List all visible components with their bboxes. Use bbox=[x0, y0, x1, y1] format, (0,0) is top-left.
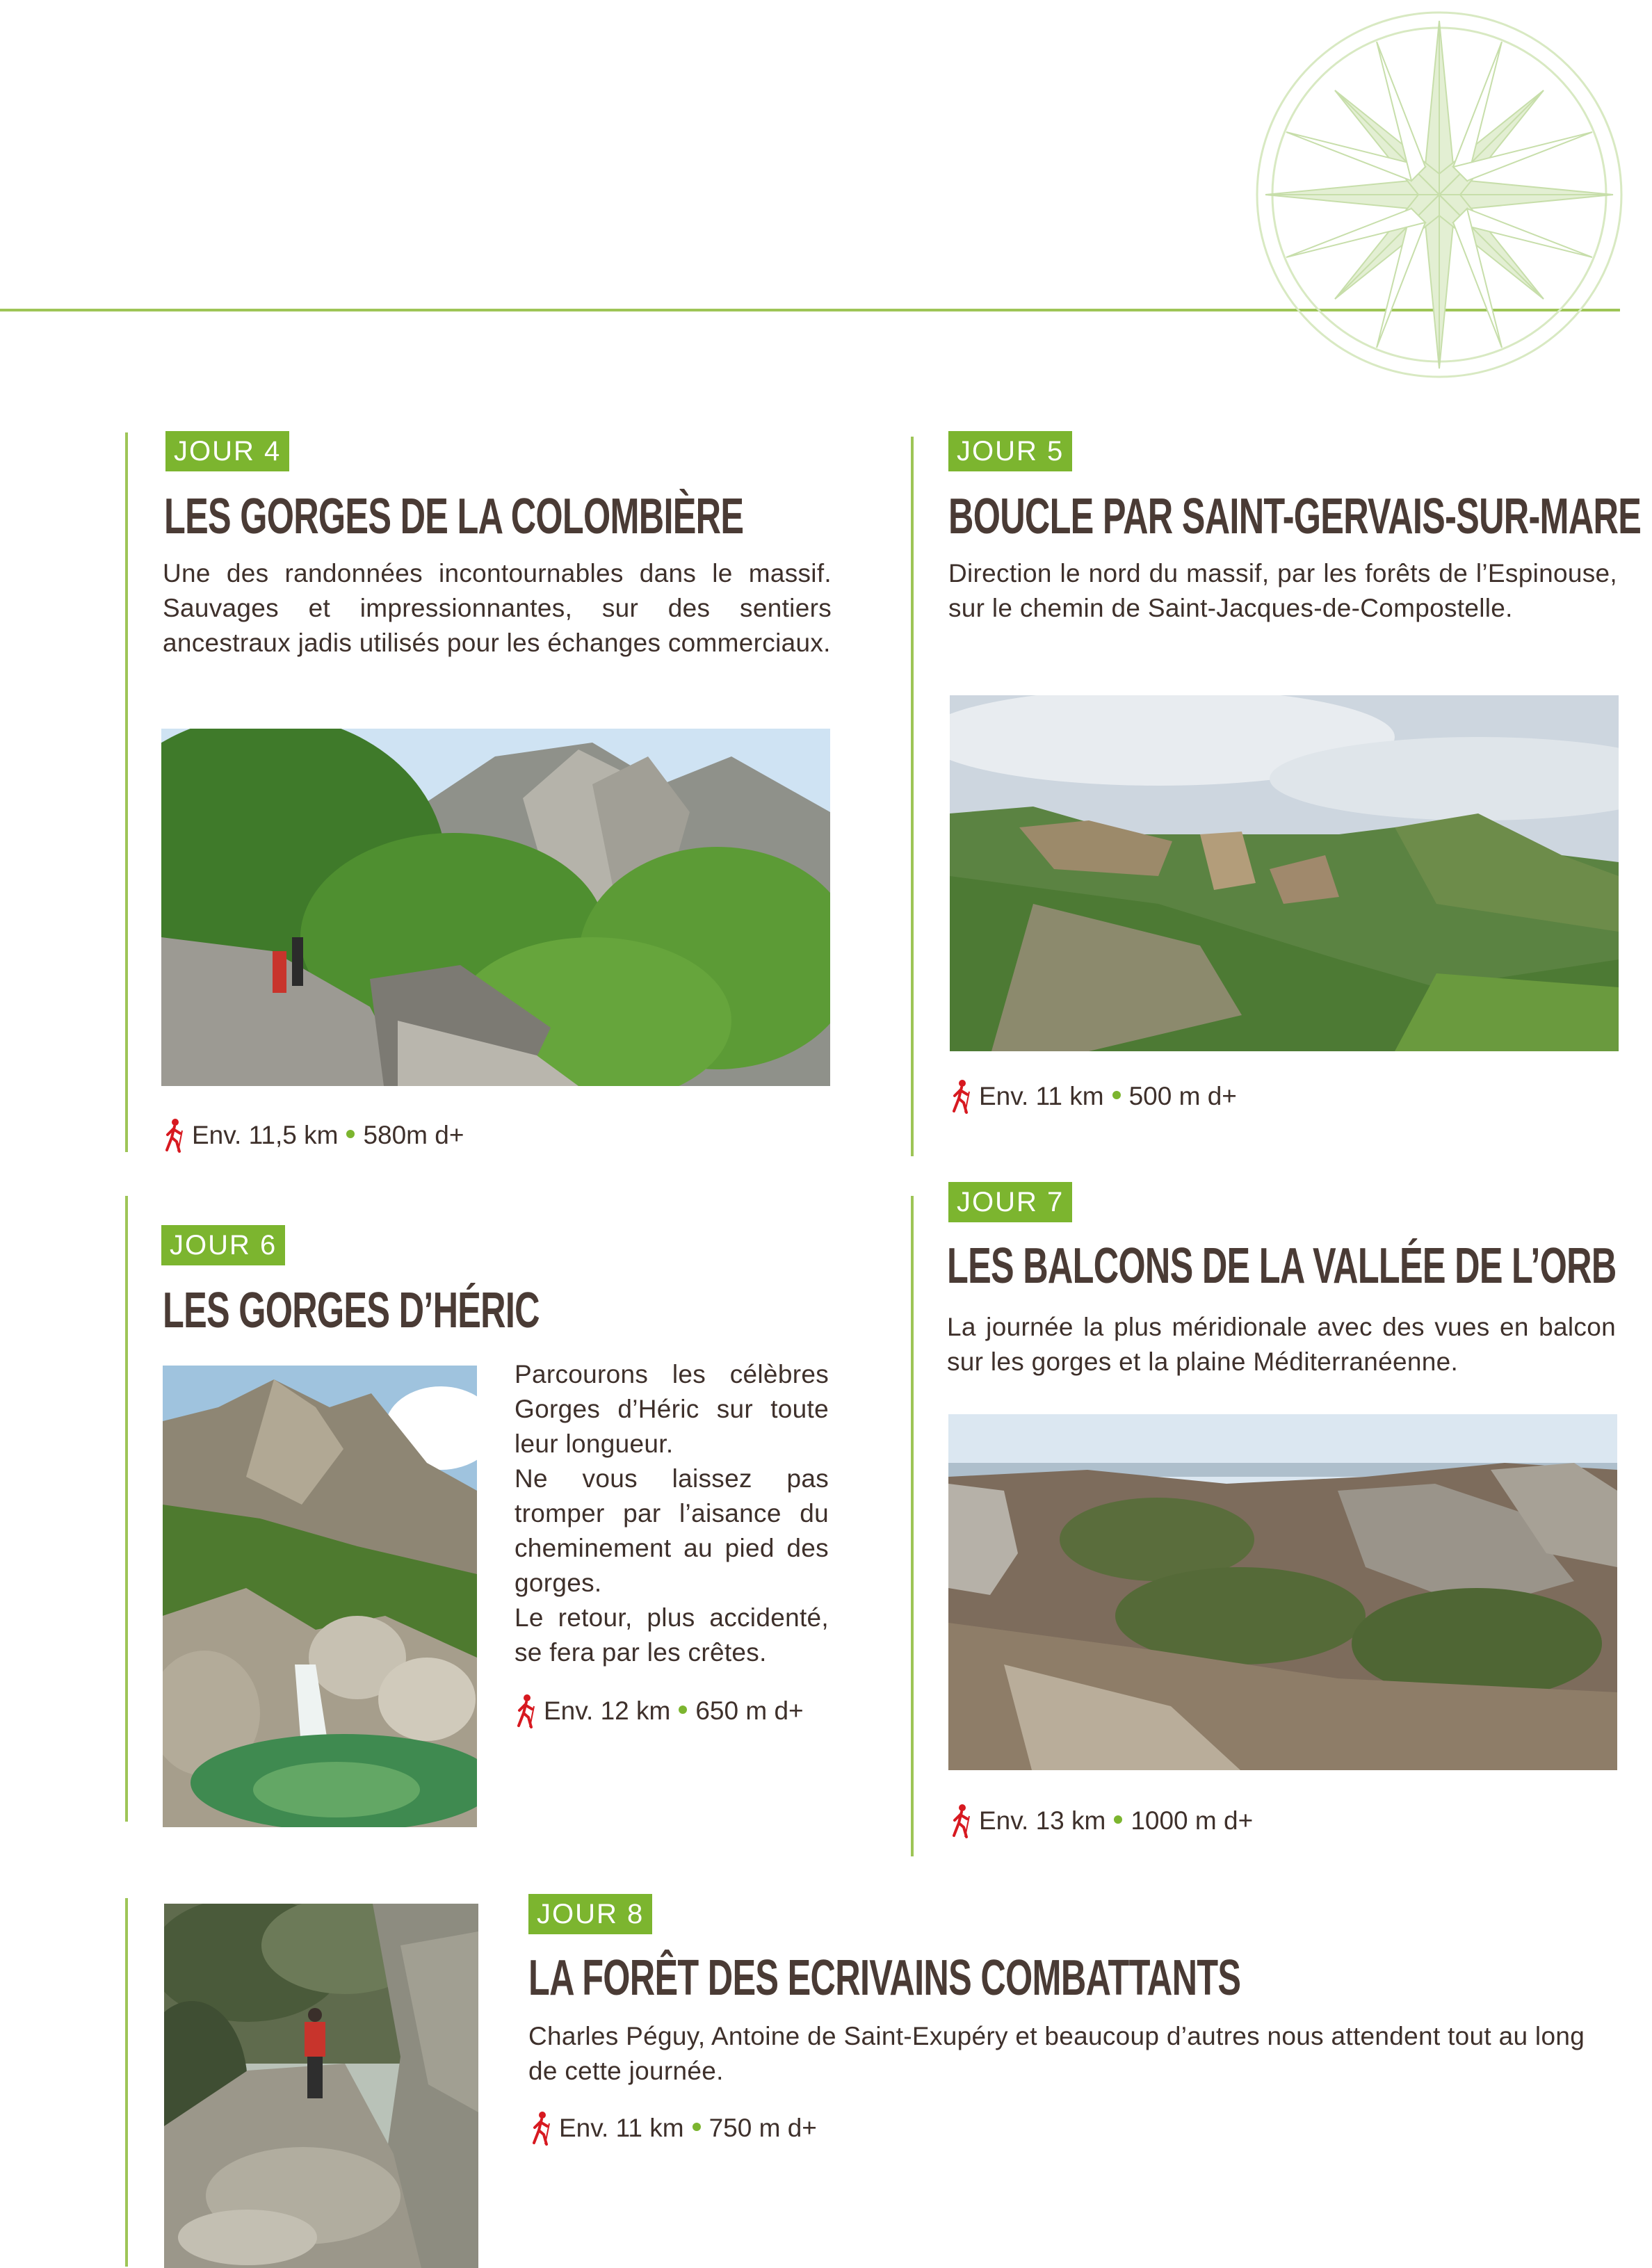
day-distance: Env. 13 km bbox=[979, 1806, 1106, 1835]
hiker-icon bbox=[513, 1694, 538, 1728]
day-description bbox=[515, 1357, 829, 1670]
day-stats bbox=[528, 2111, 817, 2146]
day-description: La journée la plus méridionale avec des vues en balcon sur les gorges et la plaine Méditerranéenne. bbox=[947, 1313, 1616, 1376]
day-photo bbox=[948, 1414, 1617, 1770]
day-elevation: 500 m d+ bbox=[1128, 1082, 1237, 1110]
hiker-icon bbox=[161, 1118, 186, 1153]
day-photo bbox=[161, 729, 830, 1086]
hiker-icon bbox=[528, 2111, 553, 2146]
day-badge: JOUR 7 bbox=[948, 1182, 1072, 1222]
day-title: BOUCLE PAR SAINT-GERVAIS-SUR-MARE bbox=[948, 489, 1642, 544]
description-line: Parcourons les célèbres Gorges d’Héric sur toute leur longueur. bbox=[515, 1360, 829, 1458]
day-stats bbox=[948, 1079, 1237, 1114]
day-distance: Env. 11 km bbox=[559, 2114, 684, 2142]
day-elevation: 750 m d+ bbox=[708, 2114, 817, 2142]
day-title: LES BALCONS DE LA VALLÉE DE L’ORB bbox=[947, 1238, 1617, 1294]
day-elevation: 650 m d+ bbox=[695, 1696, 804, 1725]
day-photo bbox=[950, 695, 1619, 1051]
separator-dot bbox=[693, 2123, 701, 2131]
day-badge: JOUR 6 bbox=[161, 1225, 285, 1265]
jour8-rule bbox=[125, 1898, 128, 2267]
jour7-rule bbox=[911, 1196, 914, 1856]
day-elevation: 1000 m d+ bbox=[1131, 1806, 1254, 1835]
day-title: LES GORGES D’HÉRIC bbox=[163, 1283, 540, 1338]
description-line: Ne vous laissez pas tromper par l’aisance du cheminement au pied des gorges. bbox=[515, 1464, 829, 1597]
day-stats bbox=[161, 1118, 464, 1153]
separator-dot bbox=[679, 1706, 687, 1714]
day-distance: Env. 12 km bbox=[544, 1696, 671, 1725]
day-description: Charles Péguy, Antoine de Saint-Exupéry et beaucoup d’autres nous attendent tout au long de cette journée. bbox=[528, 2022, 1585, 2085]
day-title: LA FORÊT DES ECRIVAINS COMBATTANTS bbox=[528, 1950, 1241, 2006]
day-title: LES GORGES DE LA COLOMBIÈRE bbox=[164, 489, 744, 544]
description-line: Le retour, plus accidenté, se fera par les crêtes. bbox=[515, 1603, 829, 1667]
separator-dot bbox=[1112, 1091, 1121, 1099]
day-stats bbox=[948, 1804, 1253, 1838]
day-badge: JOUR 8 bbox=[528, 1894, 652, 1934]
day-photo bbox=[163, 1366, 477, 1827]
day-description: Direction le nord du massif, par les forêts de l’Espinouse, sur le chemin de Saint-Jacques-de-Compostelle. bbox=[948, 559, 1617, 622]
day-badge: JOUR 4 bbox=[165, 431, 289, 471]
jour4-rule bbox=[125, 432, 128, 1152]
separator-dot bbox=[346, 1130, 355, 1138]
day-elevation: 580m d+ bbox=[363, 1121, 464, 1149]
jour5-rule bbox=[911, 437, 914, 1156]
hiker-icon bbox=[948, 1079, 973, 1114]
separator-dot bbox=[1114, 1815, 1122, 1824]
compass-rose-icon bbox=[1252, 7, 1627, 382]
day-description: Une des randonnées incontournables dans le massif. Sauvages et impressionnantes, sur des sentiers ancestraux jadis utilisés pour les échanges commerciaux. bbox=[163, 559, 832, 657]
day-badge: JOUR 5 bbox=[948, 431, 1072, 471]
day-stats bbox=[513, 1694, 804, 1728]
jour6-rule bbox=[125, 1196, 128, 1822]
day-photo bbox=[164, 1904, 478, 2268]
day-distance: Env. 11,5 km bbox=[192, 1121, 339, 1149]
hiker-icon bbox=[948, 1804, 973, 1838]
day-distance: Env. 11 km bbox=[979, 1082, 1104, 1110]
